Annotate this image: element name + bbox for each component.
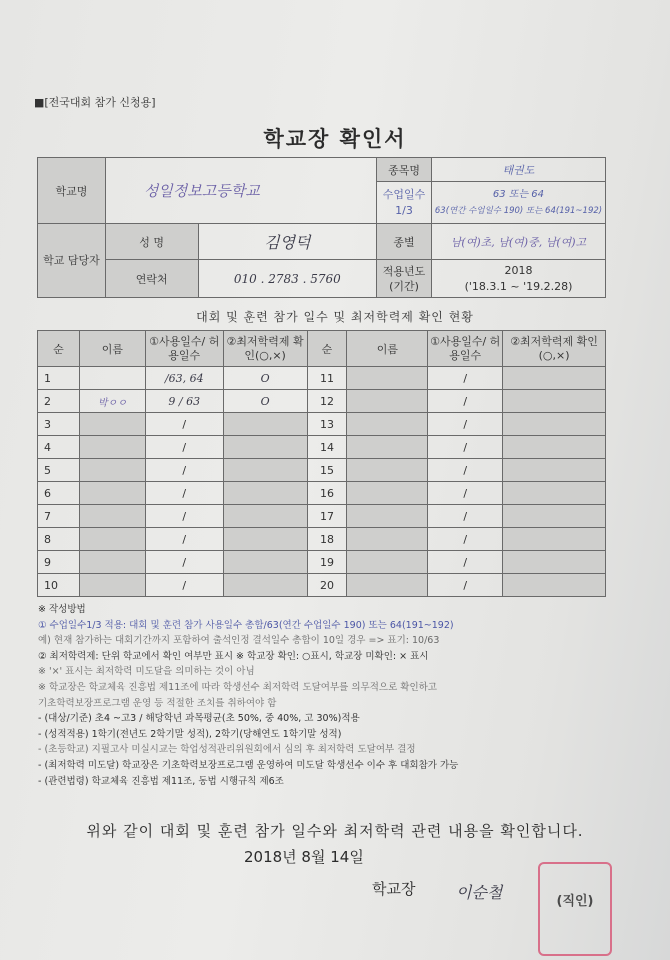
- row-days: /: [145, 551, 223, 574]
- row-check: [503, 413, 606, 436]
- table-row: [38, 551, 606, 574]
- row-name: [347, 413, 428, 436]
- note-line: ※ '×' 표시는 최저학력 미도달을 의미하는 것이 아님: [38, 666, 255, 678]
- row-no: 9: [38, 551, 80, 574]
- row-name: [347, 436, 428, 459]
- row-no: 15: [307, 459, 347, 482]
- row-no: 11: [307, 367, 347, 390]
- table-row: [38, 528, 606, 551]
- col-check: ②최저학력제 확인(○,×): [223, 331, 307, 367]
- row-no: 5: [38, 459, 80, 482]
- name-label: 성 명: [105, 224, 198, 260]
- participation-table: [37, 330, 606, 597]
- year-label: 적용년도 (기간): [377, 260, 432, 298]
- row-check: [503, 574, 606, 597]
- col-days: ①사용일수/ 허용일수: [428, 331, 503, 367]
- table-row: [38, 459, 606, 482]
- row-days: /: [428, 390, 503, 413]
- row-days: /: [428, 482, 503, 505]
- row-name: [347, 482, 428, 505]
- row-days: /: [428, 367, 503, 390]
- note-line: - (성적적용) 1학기(전년도 2학기말 성적), 2학기(당해연도 1학기말 성적): [38, 728, 342, 740]
- row-check: [223, 505, 307, 528]
- row-days: /: [428, 528, 503, 551]
- row-no: 13: [307, 413, 347, 436]
- row-name: [79, 551, 145, 574]
- row-days: /: [145, 459, 223, 482]
- sport-label: 종목명: [377, 158, 432, 182]
- row-days: /: [428, 574, 503, 597]
- row-name: [79, 436, 145, 459]
- row-no: 2: [38, 390, 80, 413]
- row-no: 6: [38, 482, 80, 505]
- row-name: [347, 574, 428, 597]
- row-name: [347, 390, 428, 413]
- row-check: [503, 390, 606, 413]
- row-name: [347, 528, 428, 551]
- seal-label: (직인): [556, 894, 594, 909]
- row-days: /: [428, 436, 503, 459]
- row-no: 7: [38, 505, 80, 528]
- gender-label: 종별: [377, 224, 432, 260]
- note-line: 기초학력보장프로그램 운영 등 적절한 조치를 취하여야 함: [38, 697, 277, 709]
- days-label1: 수업일수: [382, 187, 426, 201]
- row-check: [223, 413, 307, 436]
- row-name: [347, 551, 428, 574]
- row-name: [79, 574, 145, 597]
- table-row: [38, 436, 606, 459]
- row-check: O: [223, 390, 307, 413]
- school-label: 학교명: [38, 158, 106, 224]
- row-no: 12: [307, 390, 347, 413]
- contact-value: 010 . 2783 . 5760: [198, 260, 377, 298]
- name-value: 김영덕: [198, 224, 377, 260]
- official-seal: [538, 862, 612, 956]
- row-no: 8: [38, 528, 80, 551]
- row-no: 14: [307, 436, 347, 459]
- school-value: 성일정보고등학교: [105, 158, 376, 224]
- row-name: [79, 459, 145, 482]
- row-no: 20: [307, 574, 347, 597]
- row-name: [79, 367, 145, 390]
- row-no: 10: [38, 574, 80, 597]
- note-line: - (관련법령) 학교체육 진흥법 제11조, 동법 시행규칙 제6조: [38, 775, 284, 787]
- row-days: /: [428, 413, 503, 436]
- row-no: 19: [307, 551, 347, 574]
- row-check: [223, 436, 307, 459]
- row-days: /: [145, 413, 223, 436]
- document-title: 학교장 확인서: [263, 127, 407, 151]
- days-label2: 1/3: [395, 203, 413, 217]
- table-row: [38, 367, 606, 390]
- notes-heading: ※ 작성방법: [38, 604, 86, 615]
- col-days: ①사용일수/ 허용일수: [145, 331, 223, 367]
- row-check: [223, 482, 307, 505]
- teacher-label: 학교 담당자: [38, 224, 106, 298]
- col-no: 순: [307, 331, 347, 367]
- row-no: 16: [307, 482, 347, 505]
- principal-signature: 이순철: [456, 883, 503, 902]
- note-line: - (최저학력 미도달) 학교장은 기초학력보장프로그램 운영하여 미도달 학생선수 이수 후 대회참가 가능: [38, 759, 459, 771]
- instructions: [38, 602, 598, 789]
- row-check: [503, 482, 606, 505]
- gender-value: 남(여)초, 남(여)중, 남(여)고: [431, 224, 605, 260]
- row-name: [79, 528, 145, 551]
- col-no: 순: [38, 331, 80, 367]
- note-line: ※ 학교장은 학교체육 진흥법 제11조에 따라 학생선수 최저학력 도달여부를 의무적으로 확인하고: [38, 681, 437, 693]
- row-name: [347, 459, 428, 482]
- row-check: [503, 528, 606, 551]
- info-table: [37, 157, 606, 298]
- days-value1: 63 또는 64: [492, 188, 545, 200]
- row-check: [223, 459, 307, 482]
- row-days: 9 / 63: [145, 390, 223, 413]
- row-days: /: [145, 505, 223, 528]
- year-value2: ('18.3.1 ~ '19.2.28): [464, 279, 573, 293]
- note-line: 예) 현재 참가하는 대회기간까지 포함하여 출석인정 결석일수 총합이 10일 경우 => 표기: 10/63: [38, 635, 440, 647]
- row-days: /: [145, 482, 223, 505]
- row-no: 17: [307, 505, 347, 528]
- row-check: [503, 551, 606, 574]
- row-name: [347, 505, 428, 528]
- row-no: 3: [38, 413, 80, 436]
- application-tag: ■[전국대회 참가 신청용]: [34, 96, 156, 109]
- row-check: [503, 367, 606, 390]
- note-line: ② 최저학력제: 단위 학교에서 확인 여부만 표시 ※ 학교장 확인: ○표시, 학교장 미확인: × 표시: [38, 650, 429, 662]
- row-days: /: [145, 574, 223, 597]
- issue-date: 2018년 8월 14일: [244, 848, 364, 866]
- table-row: [38, 390, 606, 413]
- row-check: [223, 528, 307, 551]
- year-value1: 2018: [504, 263, 533, 277]
- row-days: /: [428, 459, 503, 482]
- row-check: [223, 574, 307, 597]
- row-name: [79, 482, 145, 505]
- row-days: /63, 64: [145, 367, 223, 390]
- row-name: [347, 367, 428, 390]
- row-check: O: [223, 367, 307, 390]
- row-name: 박ㅇㅇ: [79, 390, 145, 413]
- row-days: /: [145, 528, 223, 551]
- row-check: [223, 551, 307, 574]
- row-days: /: [428, 505, 503, 528]
- col-check: ②최저학력제 확인(○,×): [503, 331, 606, 367]
- days-value2: 63(연간 수업일수 190) 또는 64(191~192): [434, 205, 603, 216]
- principal-label: 학교장: [372, 880, 416, 898]
- row-days: /: [145, 436, 223, 459]
- note-line: ① 수업일수1/3 적용: 대회 및 훈련 참가 사용일수 총합/63(연간 수업일수 190) 또는 64(191~192): [38, 619, 454, 631]
- row-no: 18: [307, 528, 347, 551]
- row-check: [503, 459, 606, 482]
- table-subtitle: 대회 및 훈련 참가 일수 및 최저학력제 확인 현황: [196, 310, 474, 324]
- row-no: 4: [38, 436, 80, 459]
- col-name: 이름: [347, 331, 428, 367]
- note-line: - (대상/기준) 초4 ~고3 / 해당학년 과목평균(초 50%, 중 40%, 고 30%)적용: [38, 713, 360, 725]
- row-check: [503, 505, 606, 528]
- table-row: [38, 482, 606, 505]
- note-line: - (초등학교) 지필고사 미실시교는 학업성적관리위원회에서 심의 후 최저학력 도달여부 결정: [38, 744, 416, 756]
- row-name: [79, 505, 145, 528]
- row-no: 1: [38, 367, 80, 390]
- table-row: [38, 574, 606, 597]
- contact-label: 연락처: [105, 260, 198, 298]
- row-days: /: [428, 551, 503, 574]
- row-name: [79, 413, 145, 436]
- table-row: [38, 505, 606, 528]
- row-check: [503, 436, 606, 459]
- sport-value: 태권도: [431, 158, 605, 182]
- table-row: [38, 413, 606, 436]
- confirmation-statement: 위와 같이 대회 및 훈련 참가 일수와 최저학력 관련 내용을 확인합니다.: [86, 822, 584, 840]
- col-name: 이름: [79, 331, 145, 367]
